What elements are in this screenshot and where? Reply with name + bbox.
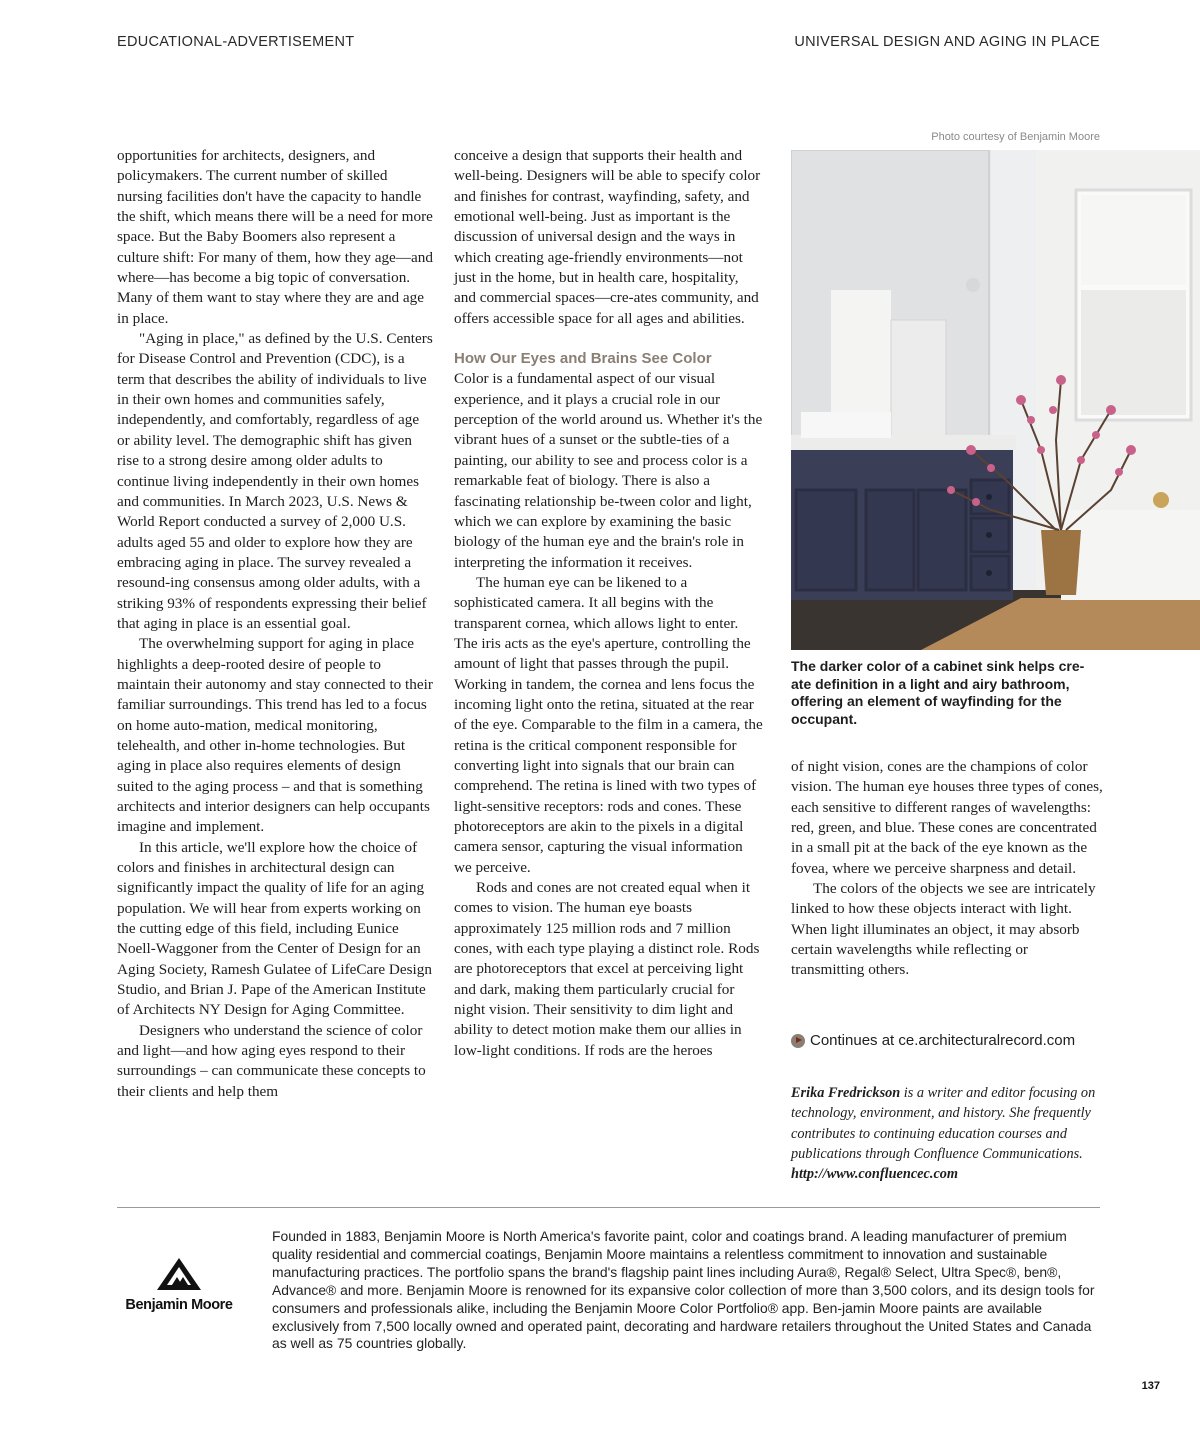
section-subheading: How Our Eyes and Brains See Color [454, 350, 712, 368]
section-label: EDUCATIONAL-ADVERTISEMENT [117, 34, 355, 50]
article-paragraph: Color is a fundamental aspect of our visual experience, and it plays a crucial role in our perception of the world around us. Whether it's the vibrant hues of a sunset or the subtle-ties of a painting, our ability to see and process color is a remarkable feat of biology. There is also a fascinating relationship be-tween color and light, which we can explore by examining the basic biology of the human eye and the brain's role in interpreting the information it receives. [454, 370, 763, 571]
photo-credit: Photo courtesy of Benjamin Moore [931, 131, 1100, 143]
benjamin-moore-triangle-logo [156, 1257, 202, 1291]
article-column-1 [117, 146, 435, 1102]
continues-link[interactable] [791, 1032, 1075, 1049]
sponsor-description: Founded in 1883, Benjamin Moore is North America's favorite paint, color and coatings brand. A leading manufacturer of premium quality residential and commercial coatings, Benjamin Moore maintains a relentless commitment to innovation and sustainable manufacturing practices. The portfolio spans the brand's flagship paint lines including Aura®, Regal® Select, Ultra Spec®, ben®, Advance® and more. Benjamin Moore is renowned for its expansive color collection of more than 3,500 colors, and its design tools for consumers and professionals alike, including the Benjamin Moore Color Portfolio® app. Ben-jamin Moore paints are available exclusively from 7,500 locally owned and operated paint, decorating and hardware retailers throughout the United States and Canada as well as 75 countries globally. [272, 1228, 1095, 1352]
article-paragraph: The human eye can be likened to a sophisticated camera. It all begins with the transparent cornea, which allows light to enter. The iris acts as the eye's aperture, controlling the amount of light that passes through the pupil. Working in tandem, the cornea and lens focus the incoming light onto the retina, situated at the rear of the eye. Comparable to the film in a camera, the retina is the critical component responsible for converting light into signals that our brain can comprehend. The retina is lined with two types of light-sensitive receptors: rods and cones. These photoreceptors are akin to the pixels in a digital camera sensor, capturing the visual information we perceive. [454, 573, 763, 876]
author-url[interactable]: http://www.confluencec.com [791, 1166, 959, 1183]
article-column-3 [791, 757, 1103, 981]
divider [117, 1207, 1100, 1208]
article-paragraph: of night vision, cones are the champions of color vision. The human eye houses three types of cones, each sensitive to different ranges of wavelengths: red, green, and blue. These cones are concentrated in a small pit at the back of the eye known as the fovea, where we perceive sharpness and detail. [791, 758, 1103, 877]
author-name: Erika Fredrickson [791, 1085, 901, 1101]
article-paragraph: conceive a design that supports their health and well-being. Designers will be able to specify color and finishes for contrast, wayfinding, safety, and emotional well-being. Just as important is the discussion of universal design and the ways in which creating age-friendly environments—not just in the home, but in health care, hospitality, and commercial spaces—cre-ates community, and offers accessible space for all ages and abilities. [454, 147, 761, 327]
author-bio [791, 1083, 1106, 1184]
article-paragraph: "Aging in place," as defined by the U.S. Centers for Disease Control and Prevention (CDC), is a term that describes the ability of individuals to live in their own homes and communities safely, independently, and comfortably, regardless of age or ability level. The demographic shift has given rise to a strong desire among older adults to continue living independently in their own homes and communities. In March 2023, U.S. News & World Report conducted a survey of 2,000 U.S. adults aged 55 and older to explore how they are embracing aging in place. The survey revealed a resound-ing consensus among older adults, with a striking 93% of respondents expressing their belief that aging in place is an essential goal. [117, 330, 433, 632]
play-arrow-icon [791, 1034, 805, 1048]
article-paragraph: The colors of the objects we see are intricately linked to how these objects interact with light. When light illuminates an object, it may absorb certain wavelengths while reflecting or transmitting others. [791, 880, 1096, 979]
article-paragraph: In this article, we'll explore how the choice of colors and finishes in architectural design can significantly impact the quality of life for an aging population. We will hear from experts working on the cutting edge of this field, including Eunice Noell-Waggoner from the Center of Design for an Aging Society, Ramesh Gulatee of LifeCare Design Studio, and Brian J. Pape of the American Institute of Architects NY Design for Aging Committee. [117, 838, 432, 1019]
running-title: UNIVERSAL DESIGN AND AGING IN PLACE [794, 34, 1100, 50]
photo-caption: The darker color of a cabinet sink helps cre-ate definition in a light and airy bathroom, offering an element of wayfinding for the occupant. [791, 658, 1085, 727]
page-number: 137 [1141, 1380, 1160, 1392]
continues-text: Continues at ce.architecturalrecord.com [810, 1032, 1076, 1049]
author-bio-text: is a writer and editor focusing on technology, environment, and history. She frequently contributes to continuing education courses and publications through Confluence Communications. [791, 1085, 1096, 1162]
article-paragraph: Rods and cones are not created equal when it comes to vision. The human eye boasts approximately 125 million rods and 7 million cones, with each type playing a distinct role. Rods are photoreceptors that excel at perceiving light and dark, making them particularly crucial for night vision. Their sensitivity to dim light and ability to detect motion make them our allies in low-light conditions. If rods are the heroes [454, 879, 760, 1059]
article-paragraph: opportunities for architects, designers, and policymakers. The current number of skilled nursing facilities don't have the capacity to handle the shift, which means there will be a need for more space. But the Baby Boomers also represent a culture shift: For many of them, how they age—and where—has become a big topic of conversation. Many of them want to stay where they are and age in place. [117, 147, 433, 327]
article-paragraph: Designers who understand the science of color and light—and how aging eyes respond to their surroundings – can communicate these concepts to their clients and help them [117, 1021, 426, 1100]
article-column-2 [454, 146, 764, 1061]
bathroom-photo [791, 150, 1200, 650]
article-paragraph: The overwhelming support for aging in place highlights a deep-rooted desire of people to maintain their autonomy and stay connected to their familiar surroundings. This trend has led to a focus on home auto-mation, medical monitoring, telehealth, and other in-home technologies. But aging in place also requires elements of design suited to the aging process – and that is something architects and interior designers can help occupants imagine and implement. [117, 635, 433, 836]
logo-wordmark: Benjamin Moore [125, 1297, 233, 1313]
benjamin-moore-logo [114, 1257, 244, 1313]
